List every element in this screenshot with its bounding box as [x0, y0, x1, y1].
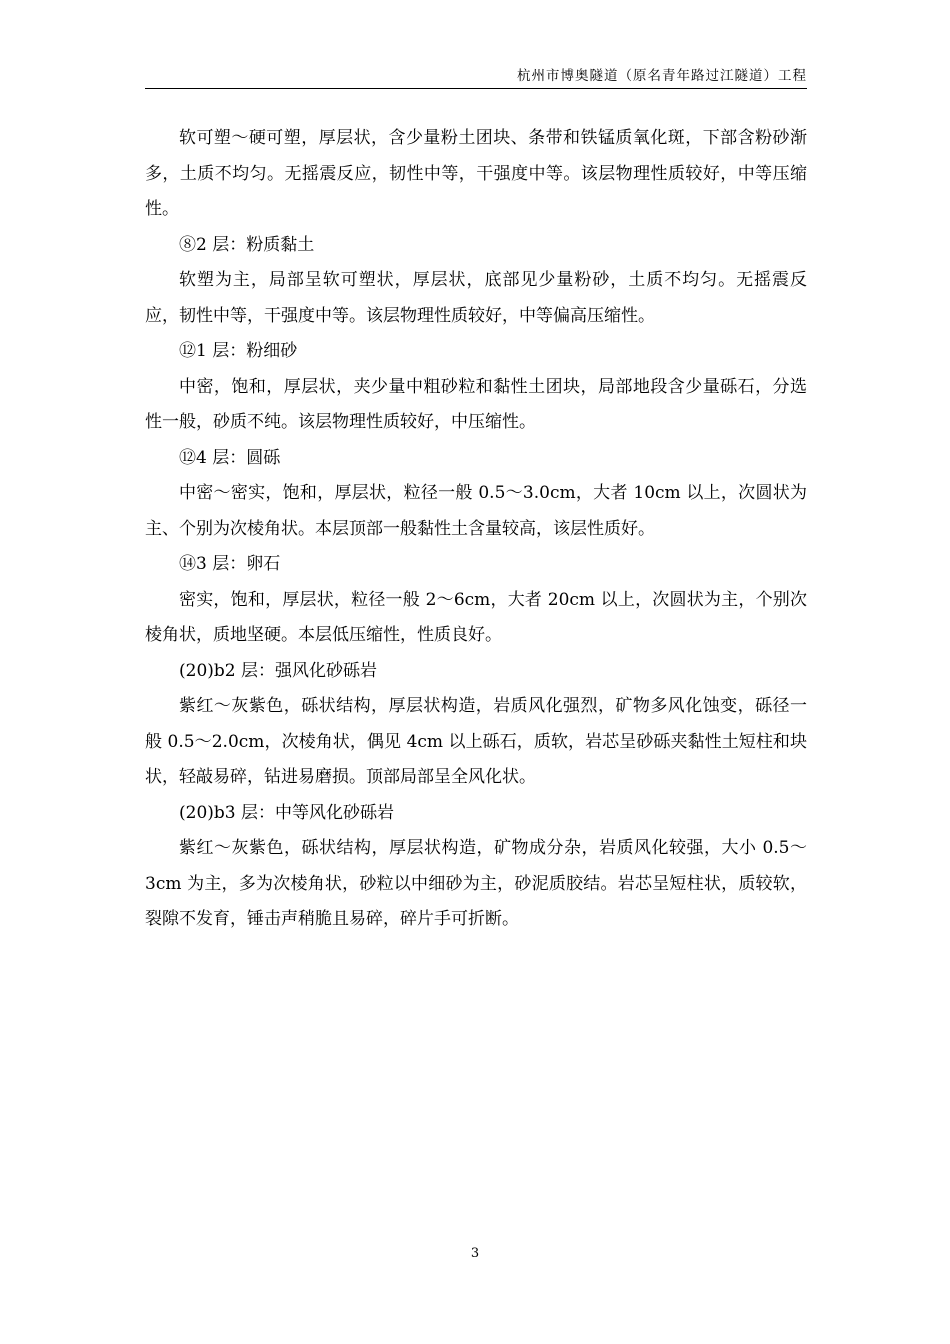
layer-heading-14-3: ⑭3 层：卵石 [179, 554, 281, 574]
layer-heading-20b2: (20)b2 层：强风化砂砾岩 [179, 660, 377, 681]
paragraph-layer-14-3: 密实，饱和，厚层状，粒径一般 2～6cm，大者 20cm 以上，次圆状为主，个别次棱角状，质地坚硬。本层低压缩性，性质良好。 [145, 589, 807, 645]
layer-heading-20b3: (20)b3 层：中等风化砂砾岩 [179, 802, 394, 823]
document-body [145, 121, 807, 938]
page-number: 3 [470, 1246, 480, 1261]
paragraph-layer-12-1: 中密，饱和，厚层状，夹少量中粗砂粒和黏性土团块，局部地段含少量砾石，分选性一般，砂质不纯。该层物理性质较好，中压缩性。 [145, 376, 807, 432]
layer-heading-12-1: ⑫1 层：粉细砂 [179, 341, 298, 361]
header-title: 杭州市博奥隧道（原名青年路过江隧道）工程 [517, 68, 807, 84]
layer-heading-12-4: ⑫4 层：圆砾 [179, 447, 281, 468]
layer-heading-8-2: ⑧2 层：粉质黏土 [179, 234, 315, 255]
paragraph-clay-description: 软可塑～硬可塑，厚层状，含少量粉土团块、条带和铁锰质氧化斑，下部含粉砂渐多，土质不均匀。无摇震反应，韧性中等，干强度中等。该层物理性质较好，中等压缩性。 [145, 128, 807, 219]
paragraph-layer-12-4: 中密～密实，饱和，厚层状，粒径一般 0.5～3.0cm，大者 10cm 以上，次圆状为主、个别为次棱角状。本层顶部一般黏性土含量较高，该层性质好。 [145, 483, 807, 539]
paragraph-layer-20b3: 紫红～灰紫色，砾状结构，厚层状构造，矿物成分杂，岩质风化较强，大小 0.5～3cm 为主，多为次棱角状，砂粒以中细砂为主，砂泥质胶结。岩芯呈短柱状，质较软，裂隙不发育，锤击声稍脆且易碎，碎片手可折断。 [145, 838, 807, 929]
paragraph-layer-20b2: 紫红～灰紫色，砾状结构，厚层状构造，岩质风化强烈，矿物多风化蚀变，砾径一般 0.5～2.0cm，次棱角状，偶见 4cm 以上砾石，质软，岩芯呈砂砾夹黏性土短柱和块状，轻敲易碎，钻进易磨损。顶部局部呈全风化状。 [145, 696, 807, 787]
paragraph-layer-8-2: 软塑为主，局部呈软可塑状，厚层状，底部见少量粉砂，土质不均匀。无摇震反应，韧性中等，干强度中等。该层物理性质较好，中等偏高压缩性。 [145, 270, 807, 326]
running-header [145, 64, 807, 89]
